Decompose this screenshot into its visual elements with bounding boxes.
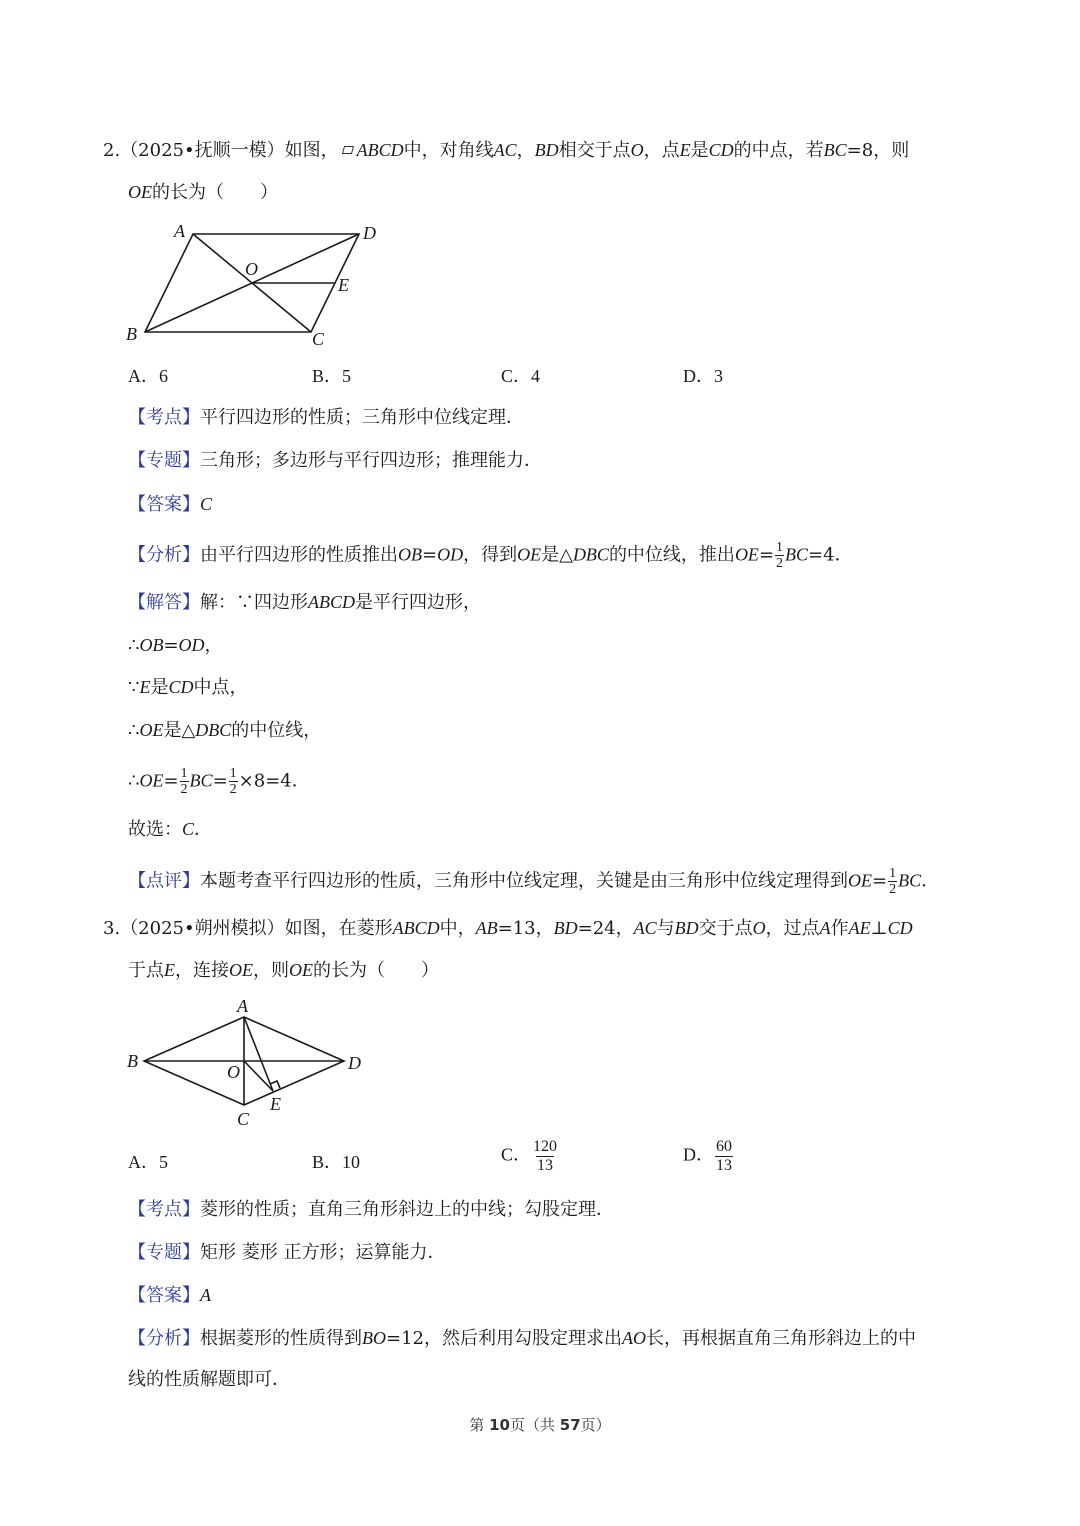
daan-tag: 【答案】 <box>128 494 200 515</box>
var: DBC <box>572 544 609 565</box>
denominator: 2 <box>180 782 188 797</box>
text: 是△ <box>541 544 573 566</box>
zhuanti-text: 三角形；多边形与平行四边形；推理能力． <box>200 450 542 471</box>
option-letter: D． <box>683 1144 714 1165</box>
var: CD <box>168 677 194 697</box>
text: = <box>422 544 438 566</box>
var: O <box>630 140 644 160</box>
dianping-tag: 【点评】 <box>128 870 200 892</box>
numerator: 120 <box>533 1138 558 1155</box>
option-letter: C． <box>501 366 532 386</box>
text: 中点， <box>193 677 248 698</box>
var: BO <box>362 1328 386 1348</box>
q2-jieda-line4 <box>128 716 321 745</box>
q2-jieda-line2 <box>128 631 223 660</box>
text: ∴ <box>128 720 140 741</box>
var: O <box>752 918 766 938</box>
text: =24， <box>577 918 634 939</box>
q3-fenxi-line2 <box>128 1366 290 1394</box>
q2-option-d <box>683 362 723 390</box>
text: 线的性质解题即可． <box>128 1369 290 1390</box>
text: =12，然后利用勾股定理求出 <box>386 1328 622 1349</box>
label-E: E <box>338 275 349 295</box>
var: BD <box>674 918 699 938</box>
kaodian-tag: 【考点】 <box>128 1199 200 1220</box>
denominator: 13 <box>716 1157 732 1174</box>
text: = <box>163 770 179 792</box>
text: 的中点，若 <box>733 140 824 161</box>
text: 与 <box>656 918 675 939</box>
numerator: 60 <box>716 1138 732 1155</box>
text: 是 <box>150 677 169 698</box>
var: ABCD <box>392 918 440 938</box>
fraction <box>229 766 238 797</box>
var: ABCD <box>308 592 355 612</box>
text: 长，再根据直角三角形斜边上的中 <box>646 1328 916 1349</box>
q2-kaodian <box>128 404 524 432</box>
text: 本题考查平行四边形的性质，三角形中位线定理，关键是由三角形中位线定理得到 <box>200 870 848 892</box>
option-letter: A． <box>128 1152 159 1172</box>
var: AB <box>475 918 498 938</box>
text: 解：∵四边形 <box>200 592 308 613</box>
q2-jieda-line3 <box>128 673 247 702</box>
var: AO <box>622 1328 646 1348</box>
text: 的中位线， <box>231 720 322 741</box>
var: OE <box>734 544 759 565</box>
label-B: B <box>126 324 137 344</box>
var: AC <box>493 140 517 160</box>
q2-jieda-line5 <box>128 766 310 797</box>
label-A: A <box>237 996 248 1016</box>
q2-jieda-line1 <box>128 588 481 617</box>
option-value: 5 <box>159 1152 168 1172</box>
q3-option-b <box>312 1148 360 1176</box>
var: BD <box>553 918 578 938</box>
footer-mid: 页（共 <box>509 1416 560 1434</box>
q2-option-a <box>128 362 168 390</box>
text: ∴ <box>128 635 140 656</box>
var: BC <box>823 140 847 160</box>
zhuanti-text: 矩形 菱形 正方形；运算能力． <box>200 1242 446 1263</box>
var: OE <box>289 960 313 980</box>
var: BC <box>785 544 809 565</box>
footer-suffix: 页） <box>580 1416 611 1434</box>
text: =8，则 <box>846 140 910 161</box>
text: 的长为（ ） <box>152 182 278 203</box>
text: 根据菱形的性质得到 <box>200 1328 362 1349</box>
var: OB <box>139 635 164 655</box>
q2-fenxi <box>128 540 853 571</box>
label-C: C <box>237 1109 250 1129</box>
q2-option-c <box>501 362 540 390</box>
text: ， <box>204 635 223 656</box>
parallelogram-symbol-icon <box>342 146 354 154</box>
numerator: 1 <box>180 766 188 781</box>
text: =4． <box>808 544 853 566</box>
q3-zhuanti <box>128 1239 445 1267</box>
label-A: A <box>174 221 185 241</box>
text: = <box>163 635 179 656</box>
text: 交于点 <box>698 918 753 939</box>
var: BD <box>534 140 559 160</box>
q3-stem-line2 <box>128 956 439 985</box>
text: ，得到 <box>463 544 518 566</box>
q3-option-a <box>128 1148 168 1176</box>
fraction <box>775 540 784 571</box>
text: 是平行四边形， <box>355 592 481 613</box>
var: OE <box>128 182 152 202</box>
label-C: C <box>312 329 325 349</box>
text: ． <box>194 819 213 840</box>
text: =13， <box>497 918 554 939</box>
zhuanti-tag: 【专题】 <box>128 450 200 471</box>
option-value: 4 <box>531 366 541 386</box>
option-letter: D． <box>683 366 714 386</box>
label-O: O <box>245 259 258 279</box>
var: BC <box>189 770 213 791</box>
var: BC <box>898 870 922 891</box>
text: 的长为（ ） <box>313 960 439 981</box>
option-letter: B． <box>312 366 343 386</box>
label-B: B <box>127 1051 138 1071</box>
var: AE <box>848 918 871 938</box>
var: E <box>139 677 151 697</box>
text: ，则 <box>253 960 289 981</box>
text: ，连接 <box>175 960 229 981</box>
var: C <box>182 819 195 839</box>
q2-dianping <box>128 866 939 897</box>
text: 由平行四边形的性质推出 <box>200 544 398 566</box>
option-letter: C． <box>501 1144 532 1165</box>
text: = <box>212 770 228 792</box>
text: 如图，在菱形 <box>284 918 393 939</box>
text: 中， <box>439 918 476 939</box>
fraction <box>715 1138 733 1175</box>
q3-daan <box>128 1281 211 1310</box>
numerator: 1 <box>776 540 784 555</box>
fenxi-tag: 【分析】 <box>128 1328 200 1349</box>
text: 相交于点 <box>558 140 631 161</box>
q2-stem-line1 <box>103 136 909 165</box>
text: ×8=4． <box>238 770 310 792</box>
denominator: 2 <box>776 556 784 571</box>
option-value: 3 <box>714 366 723 386</box>
label-E: E <box>270 1094 281 1114</box>
numerator: 1 <box>229 766 237 781</box>
var: OE <box>229 960 253 980</box>
option-letter: B． <box>312 1152 343 1172</box>
var: E <box>679 140 691 160</box>
q2-jieda-line6 <box>128 815 212 844</box>
jieda-tag: 【解答】 <box>128 592 200 613</box>
var: CD <box>887 918 913 938</box>
var: AC <box>633 918 657 938</box>
denominator: 2 <box>229 782 237 797</box>
q2-option-b <box>312 362 351 390</box>
text: 作 <box>830 918 849 939</box>
fraction <box>532 1138 558 1175</box>
q3-option-c <box>501 1138 559 1175</box>
label-D: D <box>348 1053 361 1073</box>
fraction <box>888 866 897 897</box>
text: 中，对角线 <box>403 140 494 161</box>
option-letter: A． <box>128 366 159 386</box>
zhuanti-tag: 【专题】 <box>128 1242 200 1263</box>
kaodian-text: 菱形的性质；直角三角形斜边上的中线；勾股定理． <box>200 1199 614 1220</box>
option-value: 10 <box>342 1152 361 1172</box>
daan-tag: 【答案】 <box>128 1285 200 1306</box>
footer-prefix: 第 <box>469 1416 490 1434</box>
var: E <box>164 960 175 980</box>
kaodian-tag: 【考点】 <box>128 407 200 428</box>
text: ， <box>516 140 535 161</box>
fenxi-tag: 【分析】 <box>128 544 200 566</box>
var: OD <box>178 635 205 655</box>
text: ，过点 <box>765 918 820 939</box>
q3-option-d <box>683 1138 734 1175</box>
q3-source: （2025•朔州模拟） <box>120 918 285 939</box>
text: 的中位线，推出 <box>608 544 735 566</box>
q2-number: 2. <box>103 140 121 161</box>
var: A <box>819 918 831 938</box>
text: = <box>872 870 888 892</box>
daan-text: C <box>200 494 213 514</box>
q2-figure-parallelogram <box>120 215 400 359</box>
option-value: 6 <box>159 366 168 386</box>
q2-zhuanti <box>128 447 542 475</box>
daan-text: A <box>200 1285 211 1305</box>
numerator: 1 <box>889 866 897 881</box>
text: 于点 <box>128 960 164 981</box>
q3-fenxi-line1 <box>128 1324 916 1353</box>
var: OD <box>437 544 464 565</box>
page-total: 57 <box>559 1416 581 1434</box>
var: OE <box>139 770 164 791</box>
var: DBC <box>195 720 232 740</box>
var: OE <box>139 720 164 740</box>
label-D: D <box>363 223 376 243</box>
text: = <box>758 544 775 566</box>
denominator: 13 <box>537 1157 554 1174</box>
label-O: O <box>227 1062 240 1082</box>
q3-number: 3. <box>103 918 121 939</box>
var: OE <box>517 544 542 565</box>
text: ． <box>921 870 940 892</box>
text: ∵ <box>128 677 140 698</box>
kaodian-text: 平行四边形的性质；三角形中位线定理． <box>200 407 524 428</box>
text: 是△ <box>163 720 196 741</box>
var: OE <box>848 870 872 891</box>
text: ⊥ <box>870 918 888 939</box>
text: 故选： <box>128 819 182 840</box>
var: ABCD <box>356 140 404 160</box>
option-value: 5 <box>342 366 352 386</box>
page-number: 10 <box>489 1416 510 1434</box>
text: 是 <box>690 140 709 161</box>
q2-source: （2025•抚顺一模） <box>120 140 285 161</box>
text: ，点 <box>643 140 680 161</box>
q3-kaodian <box>128 1196 614 1224</box>
var: CD <box>708 140 734 160</box>
page-footer <box>0 1414 1080 1435</box>
q3-figure-rhombus <box>120 990 380 1134</box>
q2-daan <box>128 490 212 519</box>
q2-stem-line2 <box>128 178 278 207</box>
fraction <box>180 766 189 797</box>
text: ∴ <box>128 770 140 792</box>
var: OB <box>398 544 422 565</box>
denominator: 2 <box>889 882 897 897</box>
q3-stem-line1 <box>103 914 913 943</box>
text: 如图， <box>284 140 339 161</box>
